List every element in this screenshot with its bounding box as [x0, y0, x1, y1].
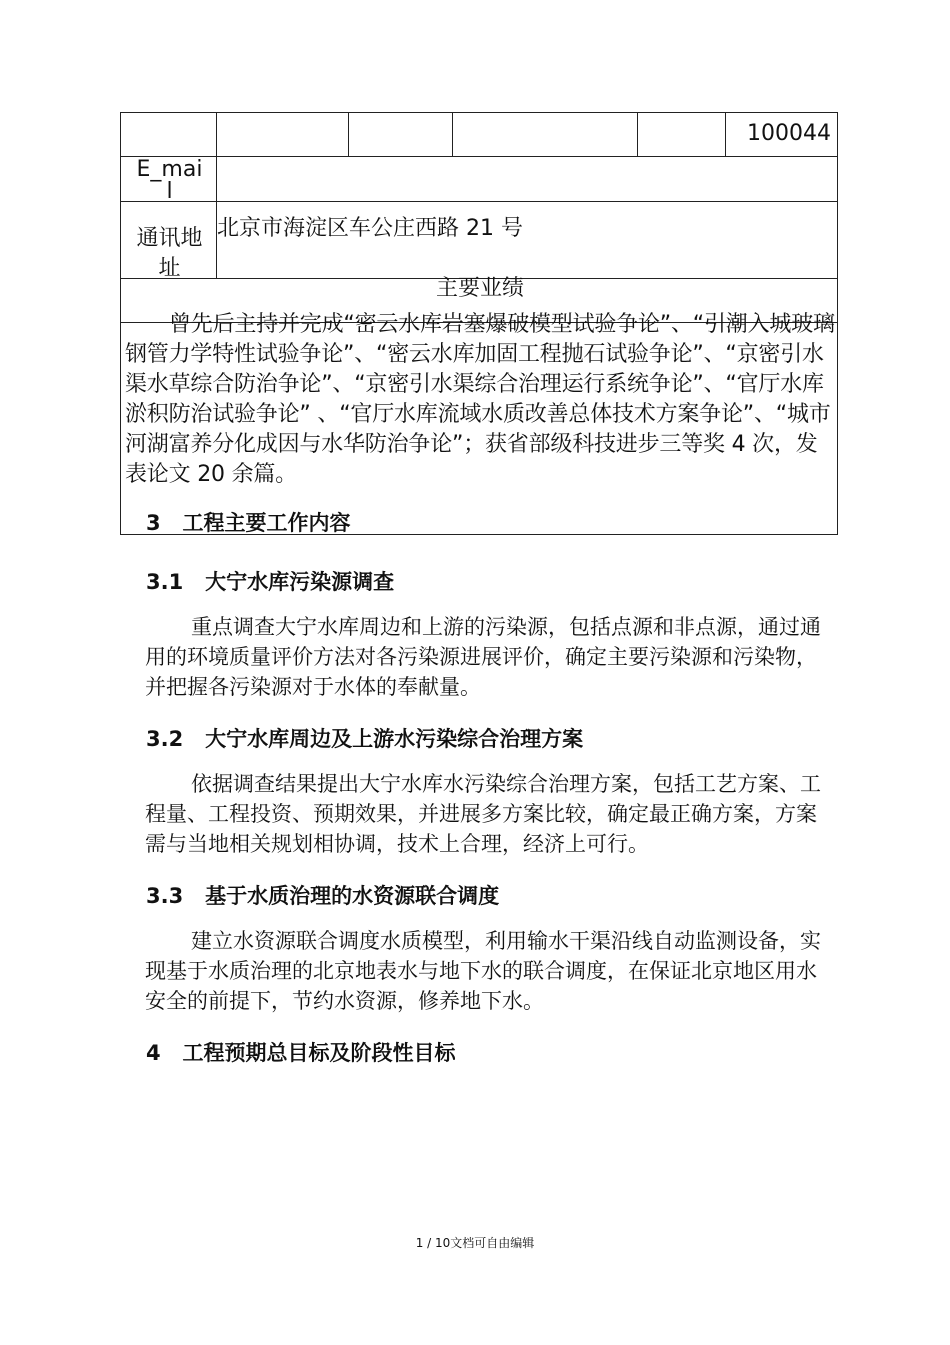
address-label: 通讯地 址 — [136, 226, 203, 281]
section-heading-4: 4 工程预期总目标及阶段性目标 — [146, 1041, 456, 1065]
email-label: E_mai l — [136, 157, 203, 204]
section-heading-3-2: 3.2 大宁水库周边及上游水污染综合治理方案 — [146, 727, 584, 751]
postal-code-cell — [725, 112, 838, 157]
achievements-label: 主要业绩 — [435, 276, 524, 301]
achievements-text: 曾先后主持并完成“密云水库岩塞爆破模型试验争论”、“引潮入城玻璃钢管力学特性试验争论”、“密云水库加固工程抛石试验争论”、“京密引水渠水草综合防治争论”、“京密引水渠综合治理运行系统争论”、“官厅水库淤积防治试验争论” 、“官厅水库流域水质改善总体技术方案争论”、“城市河湖富养分化成因与水华防治争论”；获省部级科技进步三等奖 4 次，发表论文 20 余篇。 — [125, 312, 835, 487]
page-footer: 1 / 10文档可自由编辑 — [415, 1236, 535, 1250]
section-body-3-2: 依据调查结果提出大宁水库水污染综合治理方案，包括工艺方案、工程量、工程投资、预期效果，并进展多方案比较，确定最正确方案，方案需与当地相关规划相协调，技术上合理，经济上可行。 — [145, 772, 821, 856]
section-heading-3: 3 工程主要工作内容 — [146, 511, 351, 535]
section-heading-3-3: 3.3 基于水质治理的水资源联合调度 — [146, 884, 500, 908]
info-table — [120, 112, 838, 535]
email-label-cell — [120, 156, 217, 202]
postal-code: 100044 — [747, 121, 831, 146]
address-label-cell — [120, 201, 217, 279]
table-cell — [637, 112, 726, 157]
section-heading-3-1: 3.1 大宁水库污染源调查 — [146, 570, 395, 594]
table-cell — [452, 112, 638, 157]
section-body-3-3: 建立水资源联合调度水质模型，利用输水干渠沿线自动监测设备，实现基于水质治理的北京地表水与地下水的联合调度，在保证北京地区用水安全的前提下，节约水资源，修养地下水。 — [145, 929, 821, 1013]
table-cell — [216, 112, 349, 157]
table-cell — [120, 112, 217, 157]
section-body-3-1: 重点调查大宁水库周边和上游的污染源，包括点源和非点源，通过通用的环境质量评价方法对各污染源进展评价，确定主要污染源和污染物，并把握各污染源对于水体的奉献量。 — [145, 615, 821, 699]
address-value: 北京市海淀区车公庄西路 21 号 — [217, 216, 523, 241]
email-value-cell — [216, 156, 838, 202]
address-value-cell — [216, 201, 838, 279]
table-cell — [348, 112, 453, 157]
